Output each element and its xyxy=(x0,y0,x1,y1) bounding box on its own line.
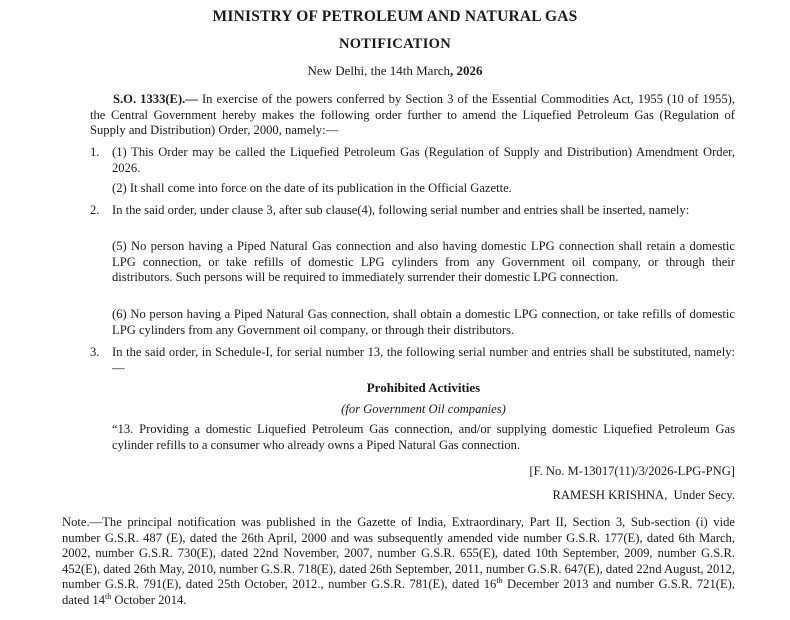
dateline xyxy=(0,63,790,79)
notification-title: NOTIFICATION xyxy=(338,36,452,52)
note-text-2: December 2013 and number G.S.R. 721(E), dated 14 xyxy=(62,577,735,607)
note-paragraph xyxy=(62,515,735,609)
item-1-para-1: (1) This Order may be called the Liquefied Petroleum Gas (Regulation of Supply and Distribution) Amendment Order, 2026. xyxy=(112,145,735,175)
file-number: [F. No. M-13017(11)/3/2026-LPG-PNG] xyxy=(529,464,735,478)
item-number-3: 3. xyxy=(90,345,100,359)
schedule-subheading: (for Government Oil companies) xyxy=(341,402,506,416)
note-sup-2: th xyxy=(105,591,112,601)
dateline-year: , 2026 xyxy=(450,63,483,78)
item-number-1: 1. xyxy=(90,145,100,159)
preamble-paragraph xyxy=(90,92,735,139)
signatory: RAMESH KRISHNA, Under Secy. xyxy=(552,488,735,502)
item-2-para-1: In the said order, under clause 3, after sub clause(4), following serial number and entries shall be inserted, namely: xyxy=(112,203,690,217)
item-1-para-2: (2) It shall come into force on the date of its publication in the Official Gazette. xyxy=(112,181,512,195)
item-number-2: 2. xyxy=(90,203,100,217)
item-2-para-3: (6) No person having a Piped Natural Gas connection, shall obtain a domestic LPG connection, or take refills of domestic LPG cylinders from any Government oil company, or through their distributors. xyxy=(112,307,735,337)
schedule-heading: Prohibited Activities xyxy=(366,380,481,395)
note-text-3: October 2014. xyxy=(111,592,187,607)
item-2-para-2: (5) No person having a Piped Natural Gas connection and also having domestic LPG connection shall retain a domestic LPG connection, or take refills of domestic LPG cylinders from any Government oil company, or through their distributors. Such persons will be required to immediately surrender their domestic LPG connection. xyxy=(112,239,735,285)
order-number: S.O. 1333(E).— xyxy=(113,92,198,106)
dateline-prefix: New Delhi, the 14th March xyxy=(307,63,451,78)
item-3-para-1: In the said order, in Schedule-I, for serial number 13, the following serial number and entries shall be substituted, namely:— xyxy=(112,345,735,375)
preamble-text: In exercise of the powers conferred by Section 3 of the Essential Commodities Act, 1955 (10 of 1955), the Central Government hereby makes the following order further to amend the Liquefied Petroleum Gas (Regulation of Supply and Distribution) Order, 2000, namely:— xyxy=(90,92,735,138)
schedule-entry: “13. Providing a domestic Liquefied Petroleum Gas connection, and/or supplying domestic Liquefied Petroleum Gas cylinder refills to a consumer who already owns a Piped Natural Gas connection. xyxy=(112,422,735,452)
note-text-1: Note.—The principal notification was published in the Gazette of India, Extraordinary, Part II, Section 3, Sub-section (i) vide number G.S.R. 487 (E), dated the 26th April, 2000 and was subsequently amended vide number G.S.R. 177(E), dated 6th March, 2002, number G.S.R. 730(E), dated 22nd November, 2007, number G.S.R. 655(E), dated 10th September, 2009, number G.S.R. 452(E), dated 26th May, 2010, number G.S.R. 718(E), dated 26th September, 2011, number G.S.R. 647(E), dated 22nd August, 2012, number G.S.R. 791(E), dated 25th October, 2012., number G.S.R. 781(E), dated 16 xyxy=(62,515,735,592)
note-sup-1: th xyxy=(496,576,503,586)
ministry-title: MINISTRY OF PETROLEUM AND NATURAL GAS xyxy=(212,8,578,25)
